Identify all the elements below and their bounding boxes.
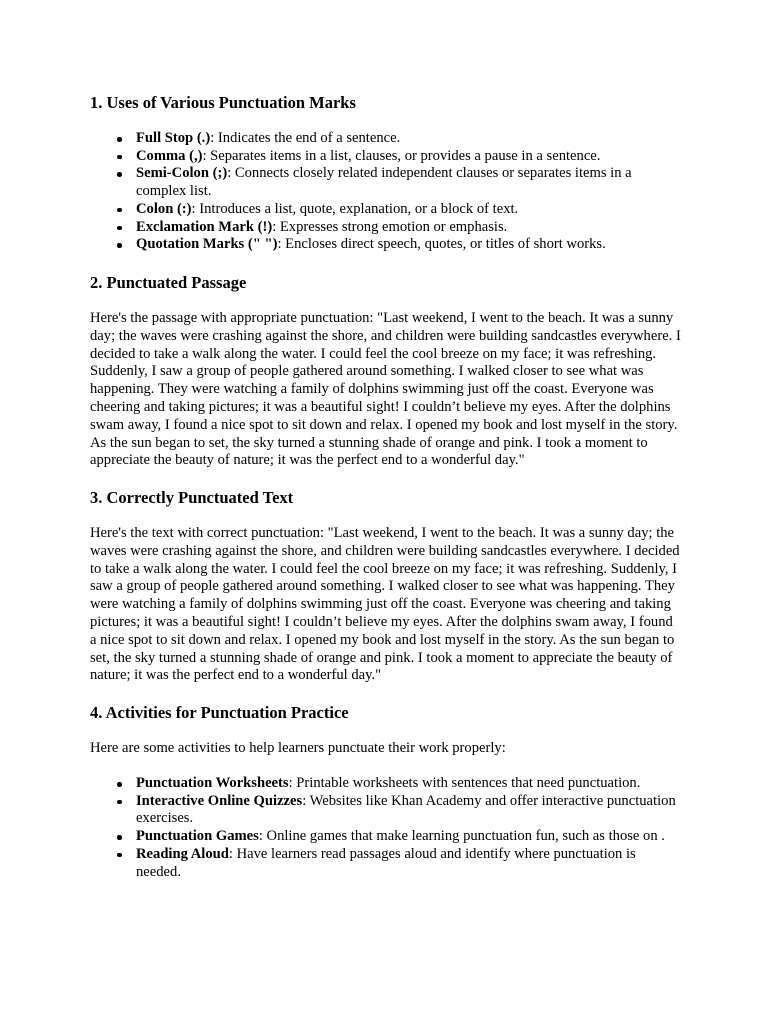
list-item-reading-aloud bbox=[136, 846, 682, 881]
list-item-term: Punctuation Worksheets bbox=[136, 775, 289, 792]
section-2-title: 2. Punctuated Passage bbox=[90, 272, 247, 292]
document-page bbox=[90, 92, 682, 881]
list-item-desc: : Printable worksheets with sentences that need punctuation. bbox=[288, 775, 641, 792]
list-item-term: Punctuation Games bbox=[136, 828, 259, 845]
list-item-desc: : Separates items in a list, clauses, or provides a pause in a sentence. bbox=[202, 147, 601, 164]
list-item-colon bbox=[136, 201, 682, 219]
list-item-term: Full Stop (.) bbox=[136, 130, 211, 146]
punctuation-marks-list bbox=[90, 130, 682, 254]
activities-intro: Here are some activities to help learners punctuate their work properly: bbox=[90, 740, 506, 757]
activities-list bbox=[90, 775, 682, 881]
list-item-desc: : Websites like Khan Academy and offer interactive punctuation exercises. bbox=[136, 792, 676, 827]
list-item-term: Interactive Online Quizzes bbox=[136, 792, 303, 809]
list-item-desc: : Indicates the end of a sentence. bbox=[210, 130, 401, 146]
list-item-quotation-marks bbox=[136, 236, 682, 254]
list-item-full-stop bbox=[136, 130, 682, 148]
section-4-title: 4. Activities for Punctuation Practice bbox=[90, 703, 349, 723]
section-1-title: 1. Uses of Various Punctuation Marks bbox=[90, 93, 356, 112]
list-item-desc: : Connects closely related independent clauses or separates items in a complex list. bbox=[136, 165, 632, 200]
correctly-punctuated-paragraph: Here's the text with correct punctuation: "Last weekend, I went to the beach. It was a sunny day; the waves were crashing against the shore, and children were building sandcastles everywhere. I decided to take a walk along the water. I could feel the cool breeze on my face; it was refreshing. Suddenly, I saw a group of people gathered around something. I walked closer to see what was happening. They were watching a family of dolphins swimming just off the coast. Everyone was cheering and taking pictures; it was a beautiful sight! I couldn’t believe my eyes. After the dolphins swam away, I found a nice spot to sit down and relax. I opened my book and lost myself in the story. As the sun began to set, the sky turned a stunning shade of orange and pink. I took a moment to appreciate the beauty of nature; it was the perfect end to a wonderful day." bbox=[90, 525, 680, 684]
list-item-term: Semi-Colon (;) bbox=[136, 165, 228, 182]
list-item-worksheets bbox=[136, 775, 682, 793]
list-item-comma bbox=[136, 148, 682, 166]
list-item-term: Comma (,) bbox=[136, 147, 203, 164]
list-item-desc: : Online games that make learning punctuation fun, such as those on . bbox=[258, 828, 665, 845]
list-item-online-quizzes bbox=[136, 793, 682, 828]
list-item-desc: : Introduces a list, quote, explanation, or a block of text. bbox=[191, 200, 519, 217]
list-item-term: Reading Aloud bbox=[136, 845, 229, 862]
list-item-term: Colon (:) bbox=[136, 200, 192, 217]
list-item-semi-colon bbox=[136, 165, 682, 200]
list-item-exclamation-mark bbox=[136, 219, 682, 237]
section-3-title: 3. Correctly Punctuated Text bbox=[90, 488, 294, 508]
list-item-desc: : Encloses direct speech, quotes, or titles of short works. bbox=[277, 236, 606, 253]
list-item-desc: : Expresses strong emotion or emphasis. bbox=[272, 218, 508, 235]
list-item-term: Quotation Marks (" ") bbox=[136, 236, 278, 253]
list-item-games bbox=[136, 828, 682, 846]
list-item-desc: : Have learners read passages aloud and identify where punctuation is needed. bbox=[136, 845, 636, 880]
punctuated-passage-paragraph: Here's the passage with appropriate punctuation: "Last weekend, I went to the beach. It was a sunny day; the waves were crashing against the shore, and children were building sandcastles everywhere. I decided to take a walk along the water. I could feel the cool breeze on my face; it was refreshing. Suddenly, I saw a group of people gathered around something. I walked closer to see what was happening. They were watching a family of dolphins swimming just off the coast. Everyone was cheering and taking pictures; it was a beautiful sight! I couldn’t believe my eyes. After the dolphins swam away, I found a nice spot to sit down and relax. I opened my book and lost myself in the story. As the sun began to set, the sky turned a stunning shade of orange and pink. I took a moment to appreciate the beauty of nature; it was the perfect end to a wonderful day." bbox=[90, 309, 681, 469]
list-item-term: Exclamation Mark (!) bbox=[136, 218, 273, 235]
